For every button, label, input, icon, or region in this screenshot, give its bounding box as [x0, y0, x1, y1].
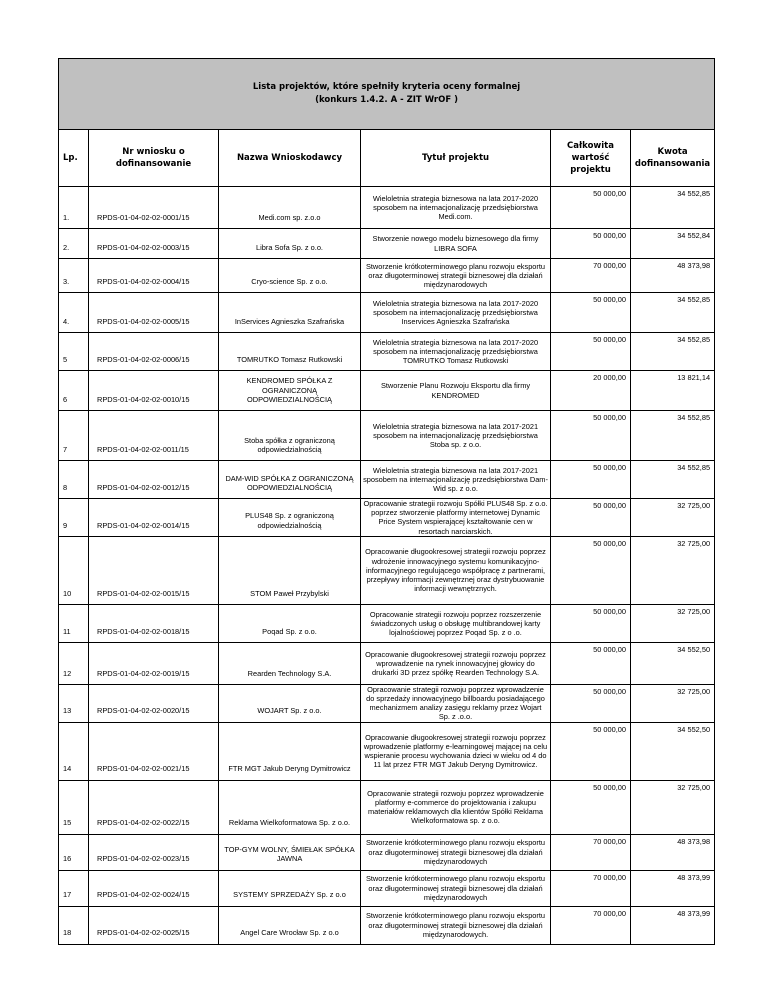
- cell-project-title: Stworzenie krótkoterminowego planu rozwoju eksportu oraz długoterminowej strategii biznesowej dla działań międzynarodowych: [361, 834, 551, 870]
- cell-project-title: Stworzenie Planu Rozwoju Eksportu dla firmy KENDROMED: [361, 371, 551, 411]
- cell-lp: 10: [59, 536, 89, 604]
- cell-project-title: Stworzenie krótkoterminowego planu rozwoju eksportu oraz długoterminowej strategii biznesowej dla działań międzynarodowych: [361, 259, 551, 293]
- cell-applicant-name: Rearden Technology S.A.: [219, 642, 361, 684]
- cell-total-value: 50 000,00: [551, 780, 631, 834]
- cell-applicant-name: WOJART Sp. z o.o.: [219, 684, 361, 722]
- cell-funding-amount: 34 552,85: [631, 187, 715, 229]
- cell-funding-amount: 48 373,98: [631, 259, 715, 293]
- cell-total-value: 50 000,00: [551, 604, 631, 642]
- cell-funding-amount: 34 552,84: [631, 229, 715, 259]
- cell-project-title: Opracowanie strategii rozwoju poprzez rozszerzenie świadczonych usług o obsługę multibrandowej karty lojalnościowej poprzez Poqad Sp. z o .o.: [361, 604, 551, 642]
- cell-funding-amount: 13 821,14: [631, 371, 715, 411]
- header-name: Nazwa Wnioskodawcy: [219, 130, 361, 187]
- cell-applicant-name: PLUS48 Sp. z ograniczoną odpowiedzialnością: [219, 499, 361, 537]
- cell-applicant-name: FTR MGT Jakub Deryng Dymitrowicz: [219, 722, 361, 780]
- header-funding: [631, 130, 715, 187]
- cell-lp: 13: [59, 684, 89, 722]
- table-row: [59, 461, 715, 499]
- header-funding-line-2: dofinansowania: [634, 159, 711, 169]
- header-total: [551, 130, 631, 187]
- cell-funding-amount: 32 725,00: [631, 499, 715, 537]
- cell-applicant-name: TOP-GYM WOLNY, ŚMIEŁAK SPÓŁKA JAWNA: [219, 834, 361, 870]
- cell-applicant-name: InServices Agnieszka Szafrańska: [219, 293, 361, 333]
- cell-funding-amount: 34 552,85: [631, 293, 715, 333]
- table-row: [59, 604, 715, 642]
- cell-application-number: RPDS-01-04-02-02-0003/15: [89, 229, 219, 259]
- cell-application-number: RPDS-01-04-02-02-0015/15: [89, 536, 219, 604]
- table-row: [59, 906, 715, 944]
- cell-funding-amount: 32 725,00: [631, 780, 715, 834]
- cell-lp: 8: [59, 461, 89, 499]
- cell-project-title: Wieloletnia strategia biznesowa na lata 2017-2021 sposobem na internacjonalizację przedsiębiorstwa Dam-Wid sp. z o.o.: [361, 461, 551, 499]
- cell-total-value: 50 000,00: [551, 642, 631, 684]
- cell-lp: 18: [59, 906, 89, 944]
- cell-application-number: RPDS-01-04-02-02-0024/15: [89, 870, 219, 906]
- cell-application-number: RPDS-01-04-02-02-0025/15: [89, 906, 219, 944]
- table-title: [59, 59, 715, 130]
- header-nr: Nr wniosku o dofinansowanie: [89, 130, 219, 187]
- cell-application-number: RPDS-01-04-02-02-0020/15: [89, 684, 219, 722]
- header-row: [59, 130, 715, 187]
- table-row: [59, 371, 715, 411]
- cell-lp: 15: [59, 780, 89, 834]
- cell-project-title: Stworzenie krótkoterminowego planu rozwoju eksportu oraz długoterminowej strategii biznesowej dla działań międzynarodowych.: [361, 906, 551, 944]
- cell-project-title: Wieloletnia strategia biznesowa na lata 2017-2021 sposobem na internacjonalizację przedsiębiorstwa Stoba sp. z o.o.: [361, 411, 551, 461]
- cell-applicant-name: Reklama Wielkoformatowa Sp. z o.o.: [219, 780, 361, 834]
- cell-project-title: Wieloletnia strategia biznesowa na lata 2017-2020 sposobem na internacjonalizację przedsiębiorstwa Inservices Agnieszka Szafrańska: [361, 293, 551, 333]
- cell-applicant-name: Stoba spółka z ograniczoną odpowiedzialnością: [219, 411, 361, 461]
- cell-applicant-name: Libra Sofa Sp. z o.o.: [219, 229, 361, 259]
- cell-project-title: Opracowanie strategii rozwoju poprzez wprowadzenie do sprzedaży innowacyjnego billboardu posiadającego mechanizmem analizy zasięgu reklamy przez Wojart Sp. z .o.o.: [361, 684, 551, 722]
- cell-application-number: RPDS-01-04-02-02-0022/15: [89, 780, 219, 834]
- cell-total-value: 70 000,00: [551, 259, 631, 293]
- table-row: [59, 536, 715, 604]
- cell-total-value: 50 000,00: [551, 293, 631, 333]
- cell-lp: 4.: [59, 293, 89, 333]
- cell-total-value: 50 000,00: [551, 461, 631, 499]
- cell-total-value: 50 000,00: [551, 536, 631, 604]
- cell-application-number: RPDS-01-04-02-02-0004/15: [89, 259, 219, 293]
- cell-project-title: Opracowanie długookresowej strategii rozwoju poprzez wdrożenie innowacyjnego systemu komunikacyjno-informacyjnego regulującego współpracę z partnerami, przepływy informacji zewnętrznej oraz dystrybuowanie informacji wewnętrznych.: [361, 536, 551, 604]
- table-row: [59, 722, 715, 780]
- cell-applicant-name: Cryo-science Sp. z o.o.: [219, 259, 361, 293]
- table-row: [59, 259, 715, 293]
- cell-total-value: 70 000,00: [551, 870, 631, 906]
- cell-total-value: 50 000,00: [551, 722, 631, 780]
- cell-lp: 17: [59, 870, 89, 906]
- table-row: [59, 499, 715, 537]
- title-row: [59, 59, 715, 130]
- cell-lp: 14: [59, 722, 89, 780]
- table-row: [59, 642, 715, 684]
- cell-application-number: RPDS-01-04-02-02-0019/15: [89, 642, 219, 684]
- cell-applicant-name: Poqad Sp. z o.o.: [219, 604, 361, 642]
- cell-application-number: RPDS-01-04-02-02-0021/15: [89, 722, 219, 780]
- cell-funding-amount: 34 552,50: [631, 722, 715, 780]
- document-page: [58, 58, 714, 945]
- cell-application-number: RPDS-01-04-02-02-0023/15: [89, 834, 219, 870]
- cell-funding-amount: 34 552,85: [631, 411, 715, 461]
- cell-total-value: 50 000,00: [551, 187, 631, 229]
- cell-total-value: 50 000,00: [551, 684, 631, 722]
- table-row: [59, 834, 715, 870]
- cell-project-title: Opracowanie długookresowej strategii rozwoju poprzez wprowadzenie na rynek innowacyjnej głowicy do drukarki 3D przez spółkę Rearden Technology S.A.: [361, 642, 551, 684]
- cell-funding-amount: 32 725,00: [631, 604, 715, 642]
- cell-lp: 12: [59, 642, 89, 684]
- table-row: [59, 293, 715, 333]
- cell-total-value: 50 000,00: [551, 333, 631, 371]
- cell-applicant-name: STOM Paweł Przybylski: [219, 536, 361, 604]
- cell-lp: 5: [59, 333, 89, 371]
- header-funding-line-1: Kwota: [657, 147, 688, 157]
- table-row: [59, 229, 715, 259]
- cell-lp: 3.: [59, 259, 89, 293]
- table-row: [59, 684, 715, 722]
- cell-applicant-name: SYSTEMY SPRZEDAŻY Sp. z o.o: [219, 870, 361, 906]
- projects-table: [58, 58, 715, 945]
- cell-funding-amount: 34 552,85: [631, 333, 715, 371]
- cell-application-number: RPDS-01-04-02-02-0018/15: [89, 604, 219, 642]
- cell-total-value: 50 000,00: [551, 229, 631, 259]
- cell-lp: 1.: [59, 187, 89, 229]
- cell-funding-amount: 48 373,98: [631, 834, 715, 870]
- cell-funding-amount: 32 725,00: [631, 684, 715, 722]
- cell-project-title: Opracowanie strategii rozwoju poprzez wprowadzenie platformy e-commerce do projektowania i zakupu materiałów reklamowych dla klientów Spółki Reklama Wielkoformatowa sp. z o.o.: [361, 780, 551, 834]
- cell-project-title: Stworzenie nowego modelu biznesowego dla firmy LIBRA SOFA: [361, 229, 551, 259]
- header-project: Tytuł projektu: [361, 130, 551, 187]
- cell-project-title: Opracowanie długookresowej strategii rozwoju poprzez wprowadzenie platformy e-learningowej mającej na celu wspieranie procesu wychowania dzieci w wieku od 4 do 11 lat przez FTR MGT Jakub Deryng Dymitrowicz.: [361, 722, 551, 780]
- cell-project-title: Stworzenie krótkoterminowego planu rozwoju eksportu oraz długoterminowej strategii biznesowej dla działań międzynarodowych: [361, 870, 551, 906]
- table-row: [59, 870, 715, 906]
- header-total-line-1: Całkowita: [567, 141, 614, 151]
- cell-application-number: RPDS-01-04-02-02-0001/15: [89, 187, 219, 229]
- cell-applicant-name: KENDROMED SPÓŁKA Z OGRANICZONĄ ODPOWIEDZIALNOŚCIĄ: [219, 371, 361, 411]
- cell-total-value: 70 000,00: [551, 834, 631, 870]
- cell-funding-amount: 32 725,00: [631, 536, 715, 604]
- cell-total-value: 70 000,00: [551, 906, 631, 944]
- cell-funding-amount: 34 552,85: [631, 461, 715, 499]
- cell-funding-amount: 48 373,99: [631, 906, 715, 944]
- cell-project-title: Wieloletnia strategia biznesowa na lata 2017-2020 sposobem na internacjonalizację przedsiębiorstwa TOMRUTKO Tomasz Rutkowski: [361, 333, 551, 371]
- cell-applicant-name: Medi.com sp. z.o.o: [219, 187, 361, 229]
- table-row: [59, 411, 715, 461]
- cell-lp: 9: [59, 499, 89, 537]
- cell-application-number: RPDS-01-04-02-02-0010/15: [89, 371, 219, 411]
- cell-application-number: RPDS-01-04-02-02-0005/15: [89, 293, 219, 333]
- cell-applicant-name: Angel Care Wrocław Sp. z o.o: [219, 906, 361, 944]
- cell-application-number: RPDS-01-04-02-02-0014/15: [89, 499, 219, 537]
- cell-application-number: RPDS-01-04-02-02-0006/15: [89, 333, 219, 371]
- cell-application-number: RPDS-01-04-02-02-0011/15: [89, 411, 219, 461]
- cell-lp: 7: [59, 411, 89, 461]
- table-row: [59, 780, 715, 834]
- table-row: [59, 333, 715, 371]
- cell-total-value: 20 000,00: [551, 371, 631, 411]
- cell-applicant-name: DAM-WID SPÓŁKA Z OGRANICZONĄ ODPOWIEDZIALNOŚCIĄ: [219, 461, 361, 499]
- title-line-1: Lista projektów, które spełniły kryteria oceny formalnej: [252, 82, 521, 92]
- cell-application-number: RPDS-01-04-02-02-0012/15: [89, 461, 219, 499]
- cell-project-title: Opracowanie strategii rozwoju Spółki PLUS48 Sp. z o.o. poprzez stworzenie platformy internetowej Dynamic Price System wspierającej kształtowanie cen w resortach narciarskich.: [361, 499, 551, 537]
- cell-lp: 16: [59, 834, 89, 870]
- cell-lp: 11: [59, 604, 89, 642]
- title-line-2: (konkurs 1.4.2. A - ZIT WrOF ): [315, 95, 458, 105]
- table-row: [59, 187, 715, 229]
- cell-project-title: Wieloletnia strategia biznesowa na lata 2017-2020 sposobem na internacjonalizację przedsiębiorstwa Medi.com.: [361, 187, 551, 229]
- cell-applicant-name: TOMRUTKO Tomasz Rutkowski: [219, 333, 361, 371]
- header-lp: Lp.: [59, 130, 89, 187]
- cell-funding-amount: 34 552,50: [631, 642, 715, 684]
- cell-lp: 2.: [59, 229, 89, 259]
- table-body: [59, 59, 715, 945]
- cell-lp: 6: [59, 371, 89, 411]
- header-total-line-2: wartość projektu: [570, 153, 611, 175]
- cell-funding-amount: 48 373,99: [631, 870, 715, 906]
- cell-total-value: 50 000,00: [551, 499, 631, 537]
- cell-total-value: 50 000,00: [551, 411, 631, 461]
